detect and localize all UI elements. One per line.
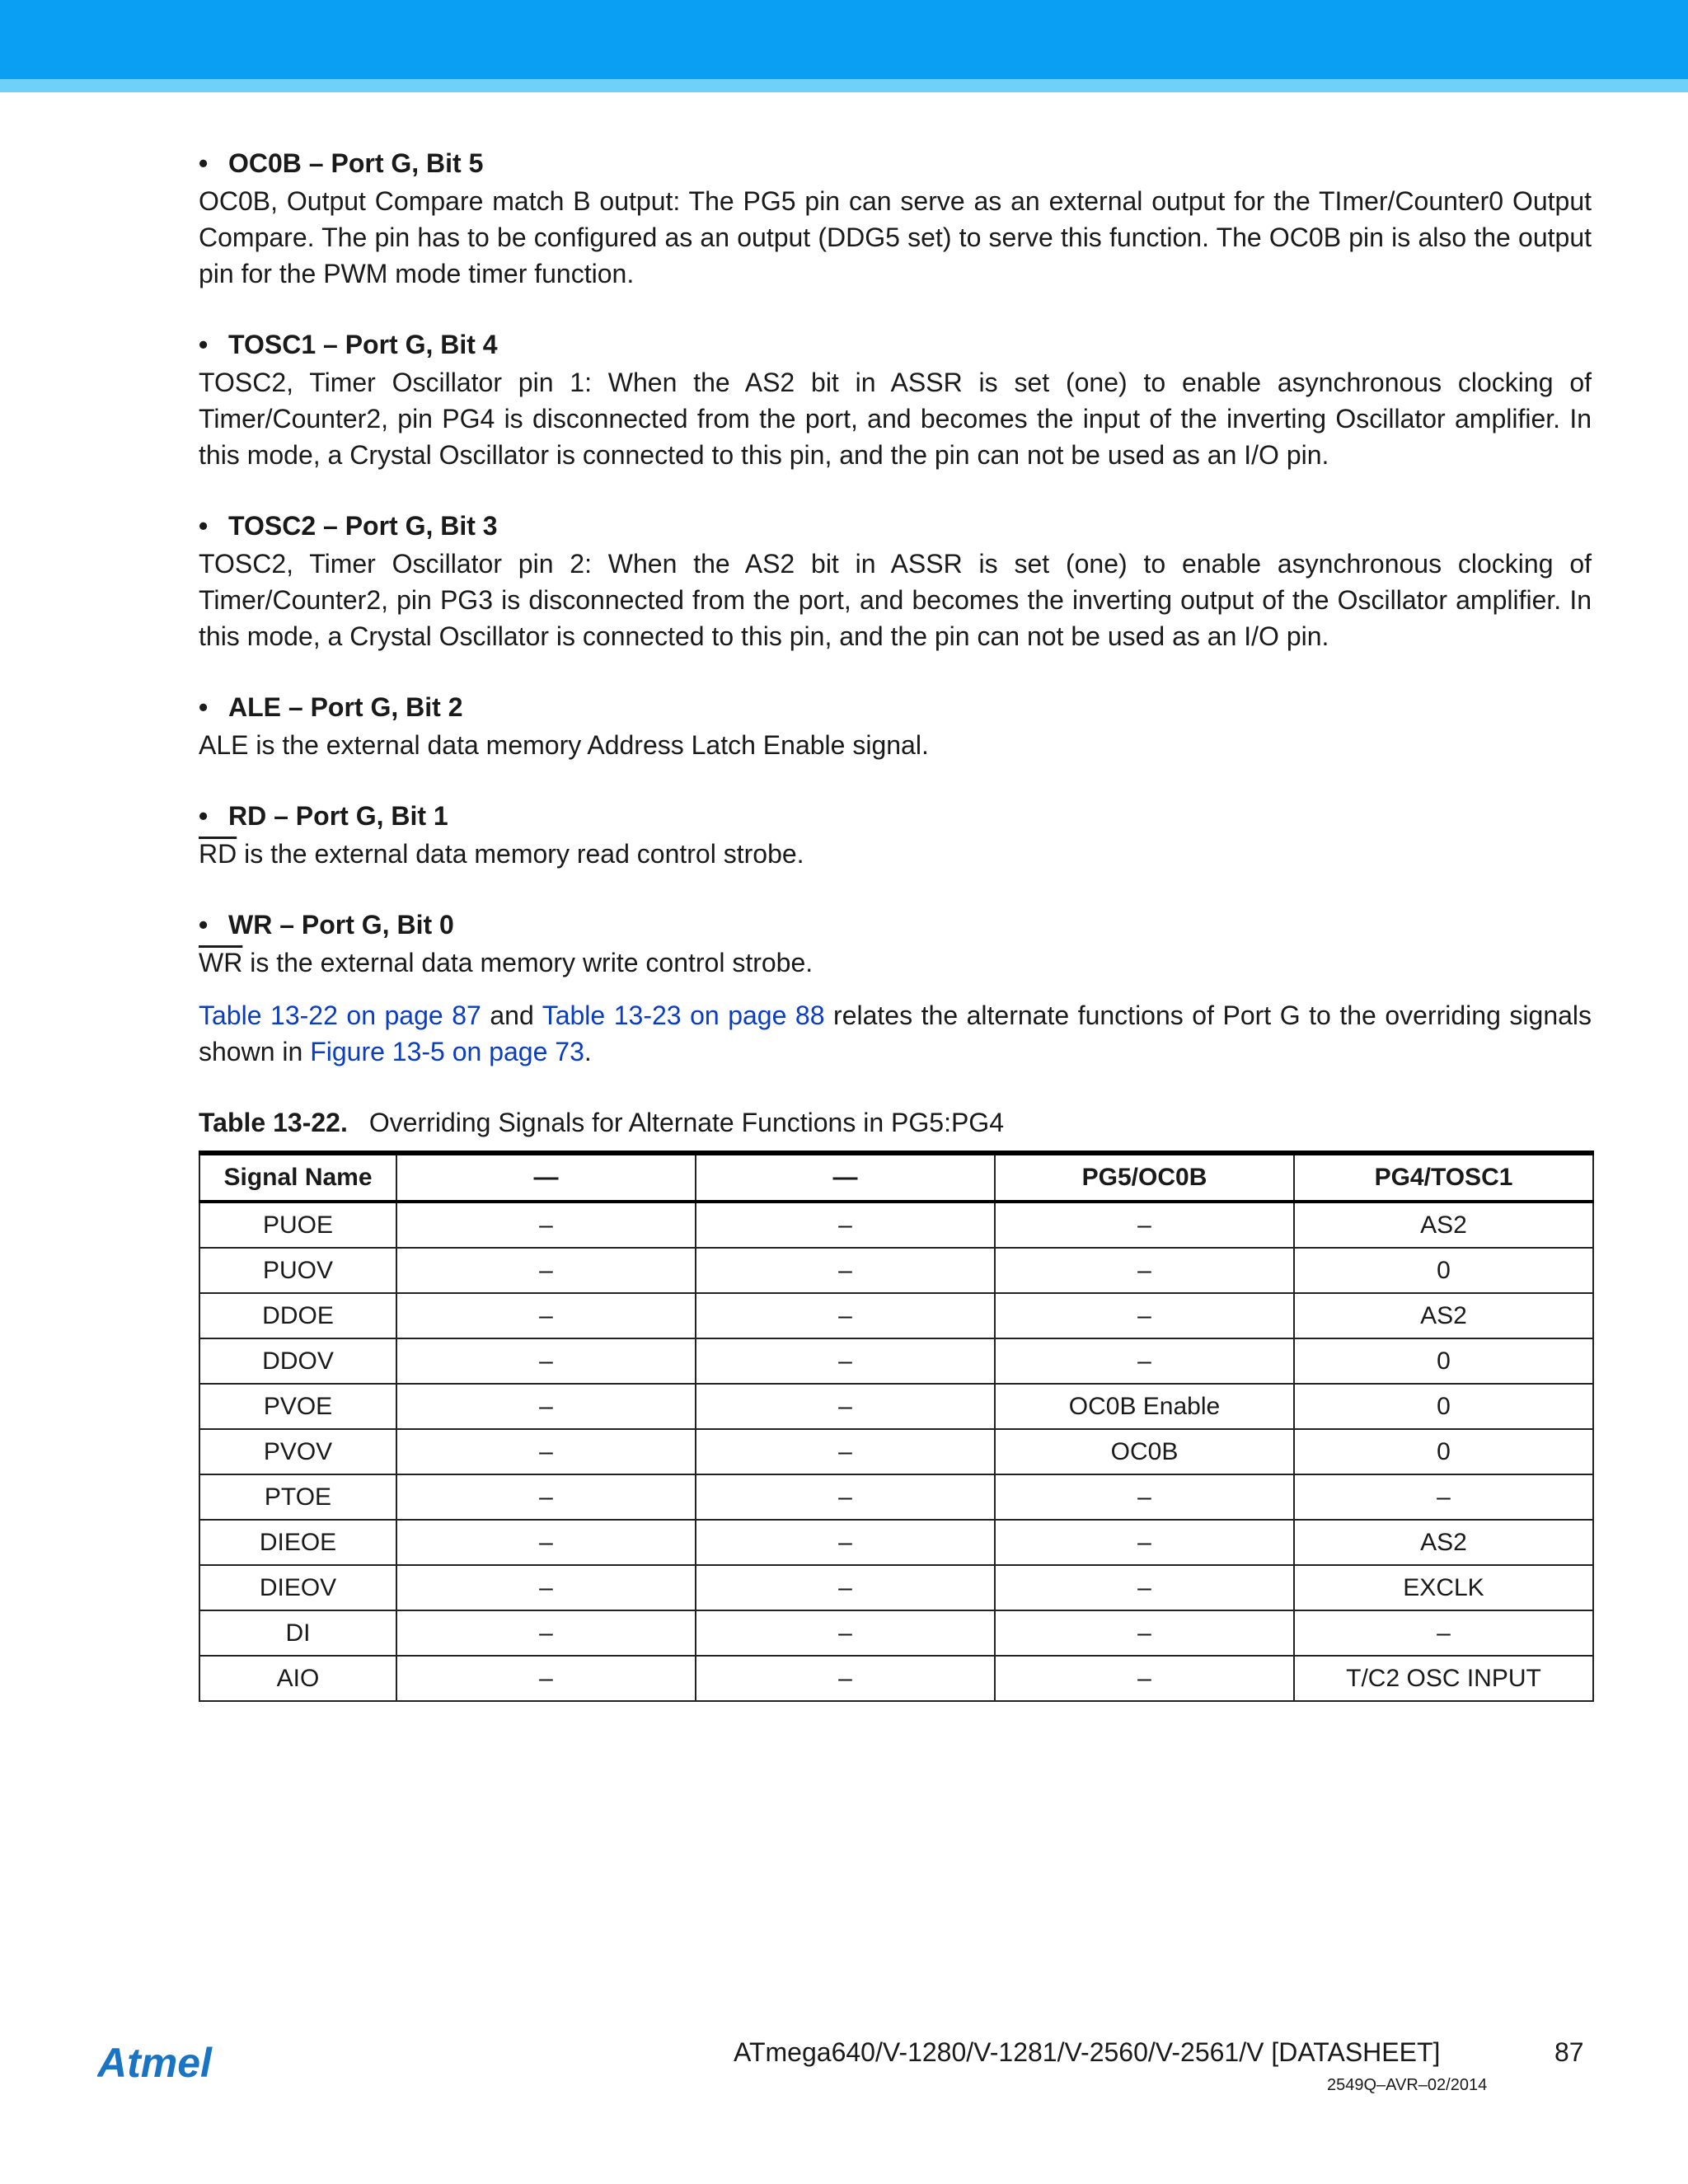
table-cell: –	[696, 1429, 995, 1474]
signal-name-cell: PVOV	[199, 1429, 396, 1474]
section-heading	[199, 509, 1592, 542]
figure-13-5-link[interactable]: Figure 13-5 on page 73	[310, 1037, 584, 1066]
section-ale	[199, 691, 1592, 763]
section-body: TOSC2, Timer Oscillator pin 2: When the AS2 bit in ASSR is set (one) to enable asynchronous clocking of Timer/Counter2, pin PG3 is disconnected from the port, and becomes the inverting output of the Oscillator amplifier. In this mode, a Crystal Oscillator is connected to this pin, and the pin can not be used as an I/O pin.	[199, 549, 1592, 651]
section-wr	[199, 908, 1592, 981]
signal-name-cell: AIO	[199, 1656, 396, 1701]
table-row	[199, 1384, 1593, 1429]
table-cell: –	[995, 1565, 1294, 1610]
footer-title: ATmega640/V-1280/V-1281/V-2560/V-2561/V [DATASHEET]	[734, 2037, 1441, 2067]
table-cell: –	[995, 1656, 1294, 1701]
signal-name-cell: PUOE	[199, 1202, 396, 1248]
section-tosc1	[199, 328, 1592, 473]
section-heading	[199, 328, 1592, 361]
table-cell: 0	[1294, 1429, 1593, 1474]
page-number: 87	[1554, 2037, 1584, 2067]
table-row	[199, 1520, 1593, 1565]
table-cell: T/C2 OSC INPUT	[1294, 1656, 1593, 1701]
section-heading-text: TOSC1 – Port G, Bit 4	[228, 330, 498, 359]
header-cell: PG4/TOSC1	[1294, 1153, 1593, 1202]
signal-name-cell: DIEOE	[199, 1520, 396, 1565]
table-cell: –	[696, 1656, 995, 1701]
signal-name-cell: DIEOV	[199, 1565, 396, 1610]
table-cell: –	[696, 1202, 995, 1248]
table-cell: 0	[1294, 1384, 1593, 1429]
table-caption-number: Table 13-22.	[199, 1108, 348, 1137]
bullet-icon: •	[199, 148, 209, 178]
section-rd	[199, 799, 1592, 872]
table-cell: OC0B Enable	[995, 1384, 1294, 1429]
page-content	[199, 147, 1592, 1702]
table-cell: –	[396, 1384, 696, 1429]
table-cell: –	[995, 1338, 1294, 1384]
relation-text: relates the alternate functions of Port G to the overriding signals shown in	[199, 1001, 1592, 1066]
table-cell: –	[995, 1610, 1294, 1656]
table-13-23-link[interactable]: Table 13-23 on page 88	[542, 1001, 825, 1030]
table-cell: –	[696, 1384, 995, 1429]
section-oc0b	[199, 147, 1592, 292]
table-row	[199, 1474, 1593, 1520]
table-cell: –	[995, 1474, 1294, 1520]
relation-paragraph	[199, 997, 1592, 1070]
section-heading	[199, 908, 1592, 941]
table-cell: –	[1294, 1610, 1593, 1656]
header-stripe	[0, 79, 1688, 92]
signals-table	[199, 1151, 1594, 1702]
logo-text: Atmel	[97, 2040, 212, 2086]
section-heading-text: WR – Port G, Bit 0	[228, 910, 454, 940]
table-cell: –	[396, 1656, 696, 1701]
atmel-logo-icon	[97, 2039, 239, 2088]
header-cell: Signal Name	[199, 1153, 396, 1202]
header-bar	[0, 0, 1688, 79]
relation-text: and	[481, 1001, 542, 1030]
section-tosc2	[199, 509, 1592, 654]
table-cell: –	[396, 1610, 696, 1656]
section-body: ALE is the external data memory Address Latch Enable signal.	[199, 730, 929, 760]
signal-name-cell: DDOV	[199, 1338, 396, 1384]
header-cell: —	[396, 1153, 696, 1202]
table-cell: –	[696, 1248, 995, 1293]
section-heading	[199, 799, 1592, 832]
table-cell: –	[696, 1520, 995, 1565]
section-heading-text: RD – Port G, Bit 1	[228, 801, 448, 831]
section-heading-text: OC0B – Port G, Bit 5	[228, 148, 484, 178]
table-body	[199, 1202, 1593, 1701]
relation-text: .	[584, 1037, 592, 1066]
bullet-icon: •	[199, 910, 209, 940]
section-heading-text: ALE – Port G, Bit 2	[228, 692, 463, 722]
table-row	[199, 1293, 1593, 1338]
table-cell: OC0B	[995, 1429, 1294, 1474]
table-row	[199, 1565, 1593, 1610]
document-id: 2549Q–AVR–02/2014	[1327, 2076, 1488, 2094]
table-caption	[199, 1106, 1592, 1139]
bullet-icon: •	[199, 692, 209, 722]
section-body	[199, 836, 1592, 872]
bullet-icon: •	[199, 801, 209, 831]
table-cell: –	[396, 1565, 696, 1610]
table-cell: AS2	[1294, 1202, 1593, 1248]
table-caption-title: Overriding Signals for Alternate Functions in PG5:PG4	[368, 1108, 1004, 1137]
table-cell: –	[995, 1293, 1294, 1338]
table-cell: –	[1294, 1474, 1593, 1520]
bullet-icon: •	[199, 511, 209, 541]
section-body: TOSC2, Timer Oscillator pin 1: When the AS2 bit in ASSR is set (one) to enable asynchronous clocking of Timer/Counter2, pin PG4 is disconnected from the port, and becomes the input of the inverting Oscillator amplifier. In this mode, a Crystal Oscillator is connected to this pin, and the pin can not be used as an I/O pin.	[199, 368, 1592, 470]
table-cell: –	[696, 1293, 995, 1338]
header-cell: PG5/OC0B	[995, 1153, 1294, 1202]
header-cell: —	[696, 1153, 995, 1202]
signal-name-cell: PVOE	[199, 1384, 396, 1429]
table-cell: –	[396, 1474, 696, 1520]
table-cell: AS2	[1294, 1293, 1593, 1338]
table-cell: –	[696, 1338, 995, 1384]
table-row	[199, 1338, 1593, 1384]
atmel-logo	[97, 2039, 239, 2093]
signal-name-cell: PTOE	[199, 1474, 396, 1520]
table-row	[199, 1429, 1593, 1474]
table-cell: –	[995, 1520, 1294, 1565]
signal-name-cell: DDOE	[199, 1293, 396, 1338]
table-cell: 0	[1294, 1248, 1593, 1293]
table-cell: –	[396, 1248, 696, 1293]
signal-name-cell: PUOV	[199, 1248, 396, 1293]
table-13-22-link[interactable]: Table 13-22 on page 87	[199, 1001, 481, 1030]
table-row	[199, 1610, 1593, 1656]
bullet-icon: •	[199, 330, 209, 359]
table-cell: –	[995, 1248, 1294, 1293]
table-cell: –	[396, 1338, 696, 1384]
table-cell: 0	[1294, 1338, 1593, 1384]
table-header-row	[199, 1153, 1593, 1202]
section-body: OC0B, Output Compare match B output: The PG5 pin can serve as an external output for the TImer/Counter0 Output Compare. The pin has to be configured as an output (DDG5 set) to serve this function. The OC0B pin is also the output pin for the PWM mode timer function.	[199, 186, 1592, 288]
section-heading	[199, 147, 1592, 180]
table-cell: AS2	[1294, 1520, 1593, 1565]
signal-name-cell: DI	[199, 1610, 396, 1656]
signal-name: $\overline{WR}$	[199, 948, 243, 977]
table-cell: –	[396, 1429, 696, 1474]
table-row	[199, 1248, 1593, 1293]
section-heading	[199, 691, 1592, 724]
table-cell: –	[396, 1202, 696, 1248]
section-body	[199, 944, 1592, 981]
table-cell: –	[995, 1202, 1294, 1248]
section-body-text: is the external data memory write control strobe.	[242, 948, 814, 977]
signal-name: $\overline{RD}$	[199, 839, 237, 869]
table-cell: –	[696, 1474, 995, 1520]
table-cell: –	[396, 1293, 696, 1338]
table-cell: –	[696, 1565, 995, 1610]
table-row	[199, 1202, 1593, 1248]
section-heading-text: TOSC2 – Port G, Bit 3	[228, 511, 498, 541]
table-row	[199, 1656, 1593, 1701]
table-cell: EXCLK	[1294, 1565, 1593, 1610]
section-body-text: is the external data memory read control strobe.	[237, 839, 804, 869]
table-cell: –	[696, 1610, 995, 1656]
table-cell: –	[396, 1520, 696, 1565]
